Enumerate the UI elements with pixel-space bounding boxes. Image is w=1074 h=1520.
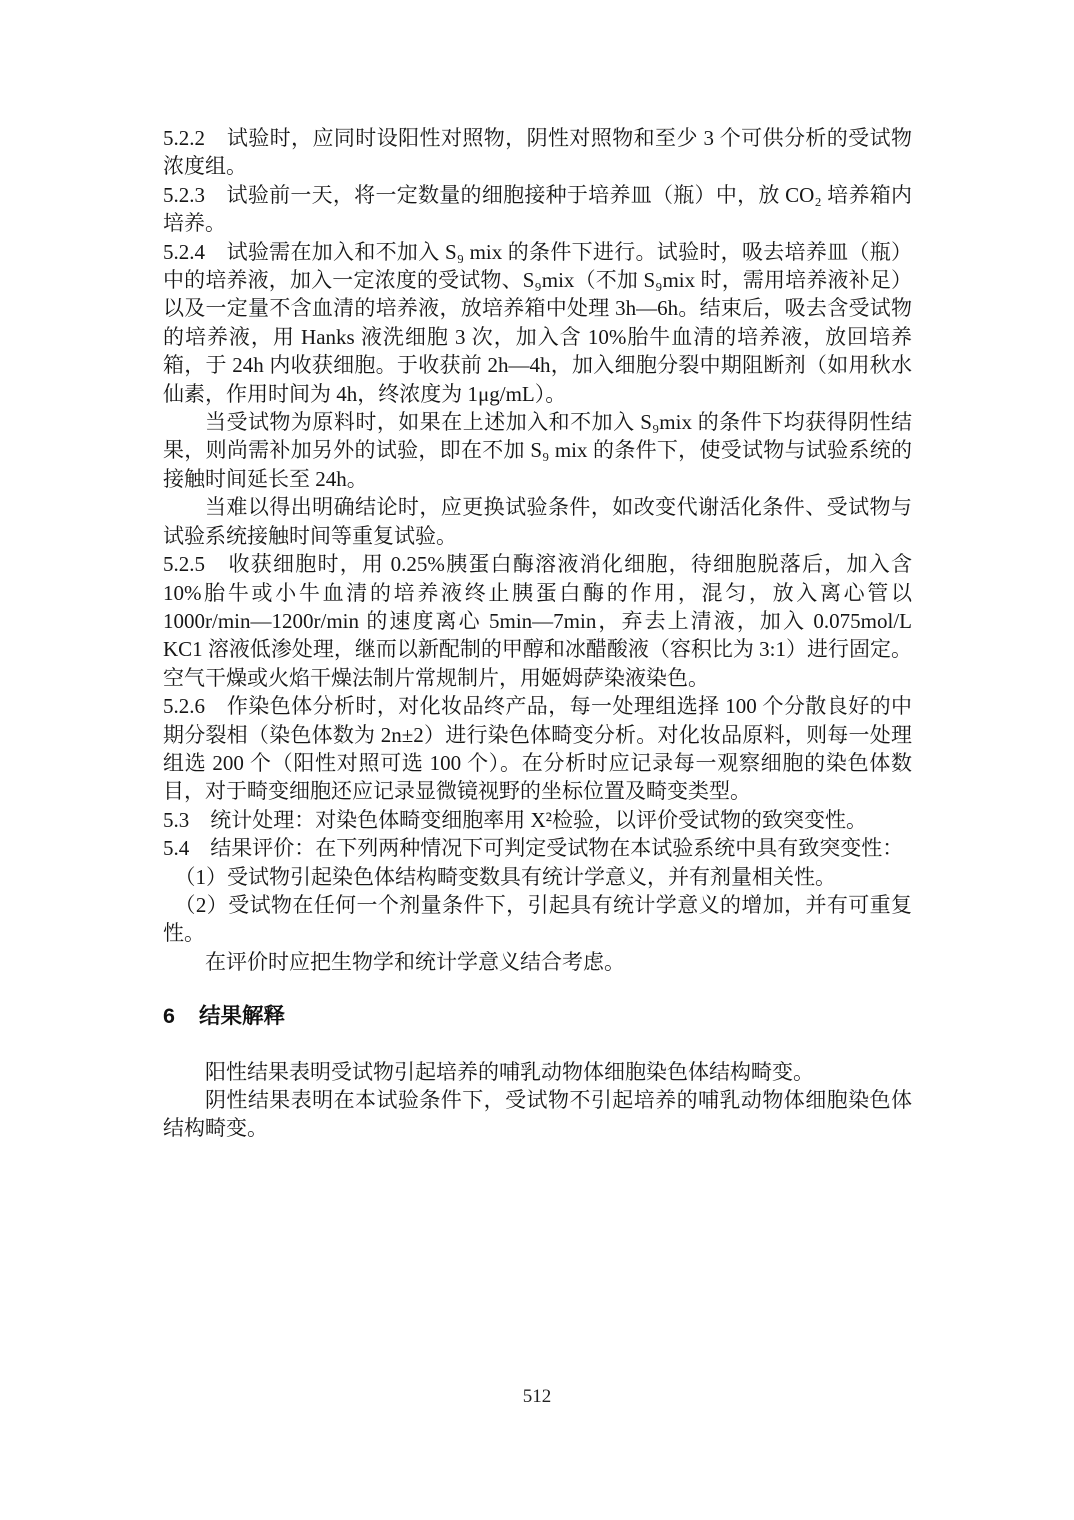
para-negative-result: 阴性结果表明在本试验条件下，受试物不引起培养的哺乳动物体细胞染色体结构畸变。 <box>163 1088 912 1141</box>
para-retest-conditions: 当难以得出明确结论时，应更换试验条件，如改变代谢活化条件、受试物与试验系统接触时间等重复试验。 <box>163 495 912 548</box>
section-title: 结果解释 <box>198 1004 285 1029</box>
clause-5-2-4: 5.2.4 试验需在加入和不加入 S₉ mix 的条件下进行。试验时，吸去培养皿（瓶）中的培养液，加入一定浓度的受试物、S₉mix（不加 S₉mix 时，需用培养液补足）以及一定量不含血清的培养液，放培养箱中处理 3h—6h。结束后，吸去含受试物的培养液，用 Hanks 液洗细胞 3 次，加入含 10%胎牛血清的培养液，放回培养箱，于 24h 内收获细胞。于收获前 2h—4h，加入细胞分裂中期阻断剂（如用秋水仙素，作用时间为 4h，终浓度为 1μg/mL）。 <box>163 239 912 406</box>
clause-5-3: 5.3 统计处理：对染色体畸变细胞率用 X²检验，以评价受试物的致突变性。 <box>163 807 867 832</box>
page-content <box>163 124 912 1143</box>
clause-5-2-3: 5.2.3 试验前一天，将一定数量的细胞接种于培养皿（瓶）中，放 CO₂ 培养箱内培养。 <box>163 182 912 236</box>
section-number: 6 <box>163 1004 175 1029</box>
clause-5-2-5: 5.2.5 收获细胞时，用 0.25%胰蛋白酶溶液消化细胞，待细胞脱落后，加入含 10%胎牛或小牛血清的培养液终止胰蛋白酶的作用，混匀，放入离心管以 1000r/min—1200r/min 的速度离心 5min—7min，弃去上清液，加入 0.075mol/L KC1 溶液低渗处理，继而以新配制的甲醇和冰醋酸液（容积比为 3:1）进行固定。空气干燥或火焰干燥法制片常规制片，用姬姆萨染液染色。 <box>163 552 913 690</box>
para-supplementary-test: 当受试物为原料时，如果在上述加入和不加入 S₉mix 的条件下均获得阴性结果，则尚需补加另外的试验，即在不加 S₉ mix 的条件下，使受试物与试验系统的接触时间延长至 24h。 <box>163 410 912 491</box>
criterion-1: （1）受试物引起染色体结构畸变数具有统计学意义，并有剂量相关性。 <box>174 864 837 889</box>
page-number: 512 <box>522 1386 552 1407</box>
para-positive-result: 阳性结果表明受试物引起培养的哺乳动物体细胞染色体结构畸变。 <box>205 1059 814 1084</box>
criterion-2: （2）受试物在任何一个剂量条件下，引起具有统计学意义的增加，并有可重复性。 <box>163 892 912 946</box>
para-evaluation-note: 在评价时应把生物学和统计学意义结合考虑。 <box>205 949 625 974</box>
clause-5-2-6: 5.2.6 作染色体分析时，对化妆品终产品，每一处理组选择 100 个分散良好的中期分裂相（染色体数为 2n±2）进行染色体畸变分析。对化妆品原料，则每一处理组选 200 个（阳性对照可选 100 个）。在分析时应记录每一观察细胞的染色体数目，对于畸变细胞还应记录显微镜视野的坐标位置及畸变类型。 <box>163 694 912 804</box>
clause-5-2-2: 5.2.2 试验时，应同时设阳性对照物，阴性对照物和至少 3 个可供分析的受试物浓度组。 <box>163 126 912 179</box>
clause-5-4: 5.4 结果评价：在下列两种情况下可判定受试物在本试验系统中具有致突变性： <box>163 836 904 861</box>
section-6-heading <box>163 1002 912 1030</box>
